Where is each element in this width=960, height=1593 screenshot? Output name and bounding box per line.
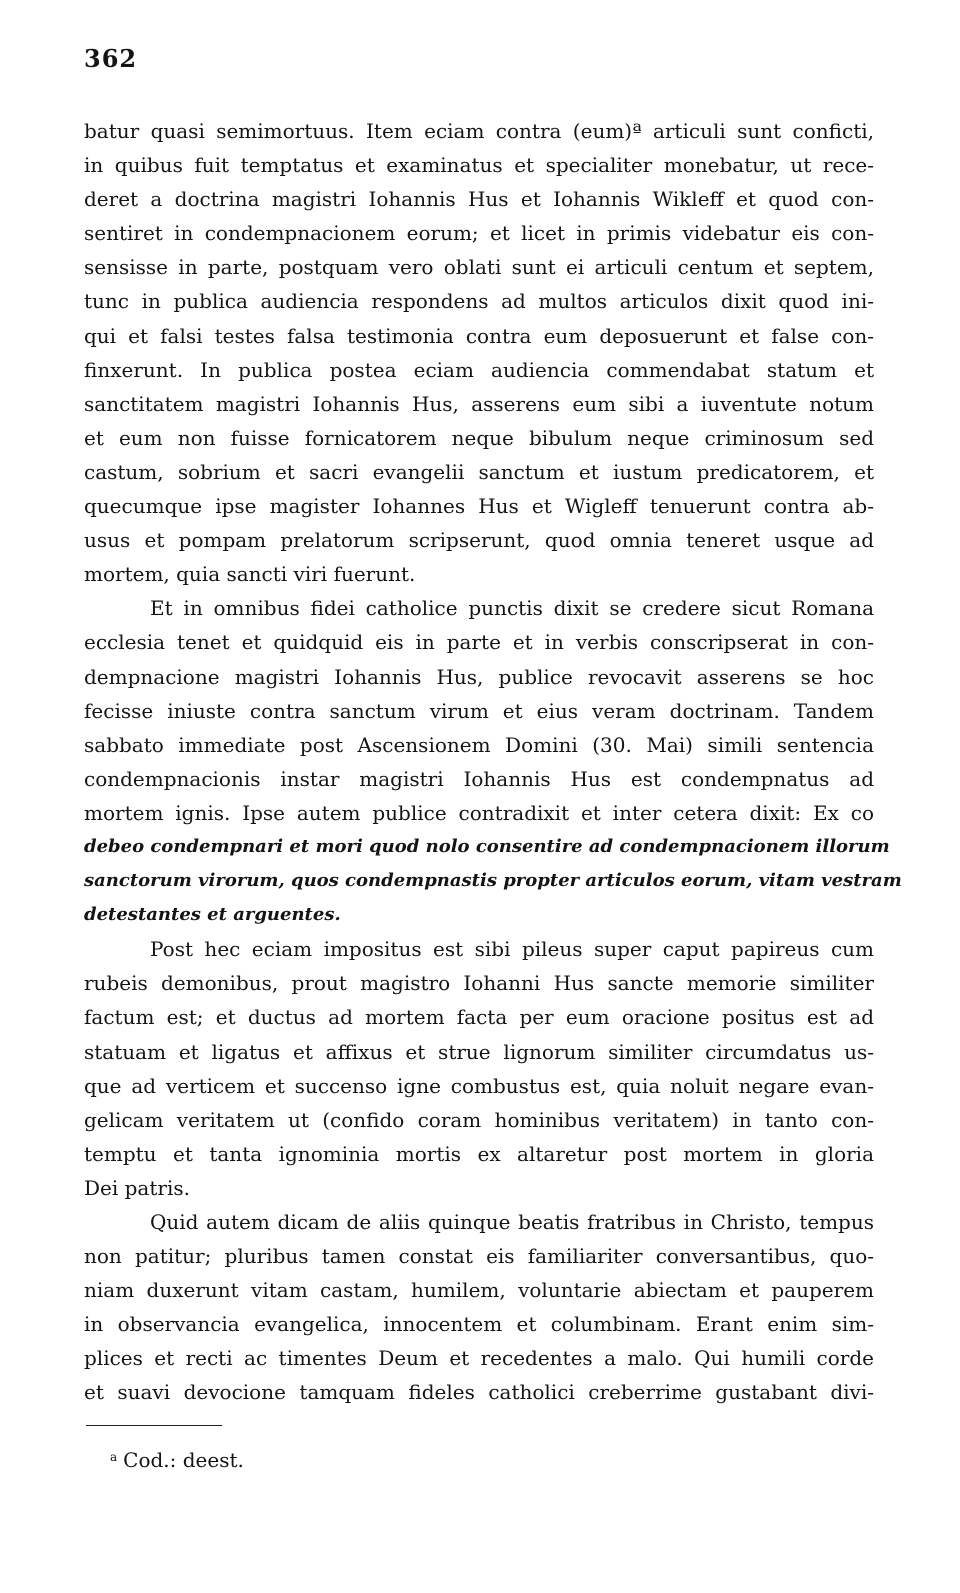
text-line: sensisse in parte, postquam vero oblati sunt ei articuli centum et septem,	[84, 255, 874, 280]
text-line: sentiret in condempnacionem eorum; et licet in primis videbatur eis con-	[84, 221, 874, 246]
text-line: sanctorum virorum, quos condempnastis propter articulos eorum, vitam vestram	[84, 870, 902, 892]
text-line: plices et recti ac timentes Deum et recedentes a malo. Qui humili corde	[84, 1346, 874, 1371]
text-line: deret a doctrina magistri Iohannis Hus et Iohannis Wikleff et quod con-	[84, 187, 874, 212]
text-line: in quibus fuit temptatus et examinatus et specialiter monebatur, ut rece-	[84, 153, 874, 178]
footnote-text: Cod.: deest.	[123, 1448, 244, 1472]
text-line: statuam et ligatus et affixus et strue lignorum similiter circumdatus us-	[84, 1039, 874, 1064]
main-text-block	[84, 114, 902, 1410]
footnote-divider	[86, 1425, 222, 1426]
page-number: 362	[84, 44, 138, 73]
text-line: mortem ignis. Ipse autem publice contradixit et inter cetera dixit: Ex co	[84, 800, 874, 825]
text-line: usus et pompam prelatorum scripserunt, quod omnia teneret usque ad	[84, 528, 874, 553]
text-line: finxerunt. In publica postea eciam audiencia commendabat statum et	[84, 357, 874, 382]
text-line: debeo condempnari et mori quod nolo consentire ad condempnacionem illorum	[84, 835, 890, 857]
footnote-marker: a	[110, 1450, 118, 1464]
text-line: fecisse iniuste contra sanctum virum et eius veram doctrinam. Tandem	[84, 698, 874, 723]
footnote	[110, 1440, 244, 1477]
text-line: batur quasi semimortuus. Item eciam contra (eum)ª articuli sunt conficti,	[84, 119, 874, 143]
text-line: castum, sobrium et sacri evangelii sanctum et iustum predicatorem, et	[84, 459, 874, 484]
text-line: Quid autem dicam de aliis quinque beatis fratribus in Christo, tempus	[150, 1210, 874, 1234]
text-line: et eum non fuisse fornicatorem neque bibulum neque criminosum sed	[84, 425, 874, 450]
text-line: detestantes et arguentes.	[84, 904, 341, 926]
text-line: Post hec eciam impositus est sibi pileus super caput papireus cum	[150, 937, 874, 962]
text-line: dempnacione magistri Iohannis Hus, publice revocavit asserens se hoc	[84, 664, 874, 689]
text-line: temptu et tanta ignominia mortis ex altaretur post mortem in gloria	[84, 1141, 874, 1166]
text-line: qui et falsi testes falsa testimonia contra eum deposuerunt et false con-	[84, 323, 874, 348]
text-line: sabbato immediate post Ascensionem Domini (30. Mai) simili sentencia	[84, 732, 874, 757]
text-line: factum est; et ductus ad mortem facta per eum oracione positus est ad	[84, 1005, 874, 1030]
text-line: in observancia evangelica, innocentem et columbinam. Erant enim sim-	[84, 1312, 874, 1337]
text-line: rubeis demonibus, prout magistro Iohanni Hus sancte memorie similiter	[84, 971, 874, 996]
text-line: quecumque ipse magister Iohannes Hus et Wigleff tenuerunt contra ab-	[84, 494, 874, 519]
text-line: tunc in publica audiencia respondens ad multos articulos dixit quod ini-	[84, 289, 874, 314]
text-line: sanctitatem magistri Iohannis Hus, asserens eum sibi a iuventute notum	[84, 391, 874, 416]
text-line: Et in omnibus fidei catholice punctis dixit se credere sicut Romana	[150, 596, 874, 621]
text-line: condempnacionis instar magistri Iohannis Hus est condempnatus ad	[84, 766, 874, 791]
text-line: mortem, quia sancti viri fuerunt.	[84, 562, 416, 587]
text-line: ecclesia tenet et quidquid eis in parte et in verbis conscripserat in con-	[84, 630, 874, 655]
text-line: Dei patris.	[84, 1175, 190, 1200]
text-line: gelicam veritatem ut (confido coram hominibus veritatem) in tanto con-	[84, 1107, 874, 1132]
text-line: non patitur; pluribus tamen constat eis familiariter conversantibus, quo-	[84, 1244, 874, 1269]
text-line: niam duxerunt vitam castam, humilem, voluntarie abiectam et pauperem	[84, 1278, 874, 1303]
text-line: et suavi devocione tamquam fideles catholici creberrime gustabant divi-	[84, 1380, 874, 1405]
text-line: que ad verticem et succenso igne combustus est, quia noluit negare evan-	[84, 1073, 874, 1098]
